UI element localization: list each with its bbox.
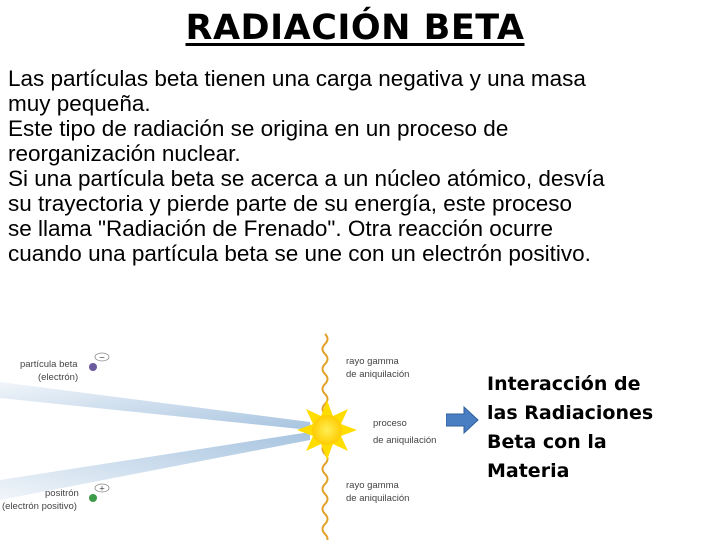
caption-line: Materia [487, 460, 570, 482]
caption-line: las Radiaciones [487, 402, 654, 424]
text-line: se llama "Radiación de Frenado". Otra reacción ocurre [8, 216, 553, 241]
text-line: Las partículas beta tienen una carga negativa y una masa [8, 66, 586, 91]
text-line: reorganización nuclear. [8, 141, 241, 166]
caption-line: Beta con la [487, 431, 607, 453]
text-line: su trayectoria y pierde parte de su energía, este proceso [8, 191, 573, 216]
beta-label: partícula beta [20, 359, 78, 370]
gamma-bottom-sublabel: de aniquilación [346, 493, 410, 504]
positron-icon [89, 494, 97, 502]
gamma-bottom-label: rayo gamma [346, 480, 399, 491]
diagram-caption [487, 370, 717, 486]
body-text [8, 66, 720, 266]
process-sublabel: de aniquilación [373, 435, 437, 446]
annihilation-diagram [0, 330, 450, 540]
positron-sign: + [99, 483, 105, 495]
text-line: muy pequeña. [8, 91, 151, 116]
electron-sign: − [99, 352, 105, 364]
text-line: Si una partícula beta se acerca a un núcleo atómico, desvía [8, 166, 605, 191]
positron-sublabel: (electrón positivo) [2, 501, 77, 512]
process-label: proceso [373, 418, 407, 429]
right-arrow-icon [446, 405, 480, 435]
electron-icon [89, 363, 97, 371]
text-line: Este tipo de radiación se origina en un proceso de [8, 116, 509, 141]
text-line: cuando una partícula beta se une con un electrón positivo. [8, 241, 591, 266]
beta-beam [0, 382, 310, 430]
annihilation-burst-icon [297, 400, 357, 460]
gamma-top-label: rayo gamma [346, 356, 399, 367]
page-title: RADIACIÓN BETA [185, 8, 525, 48]
positron-label: positrón [45, 488, 79, 499]
caption-line: Interacción de [487, 373, 641, 395]
gamma-top-sublabel: de aniquilación [346, 369, 410, 380]
beta-sublabel: (electrón) [38, 372, 79, 383]
